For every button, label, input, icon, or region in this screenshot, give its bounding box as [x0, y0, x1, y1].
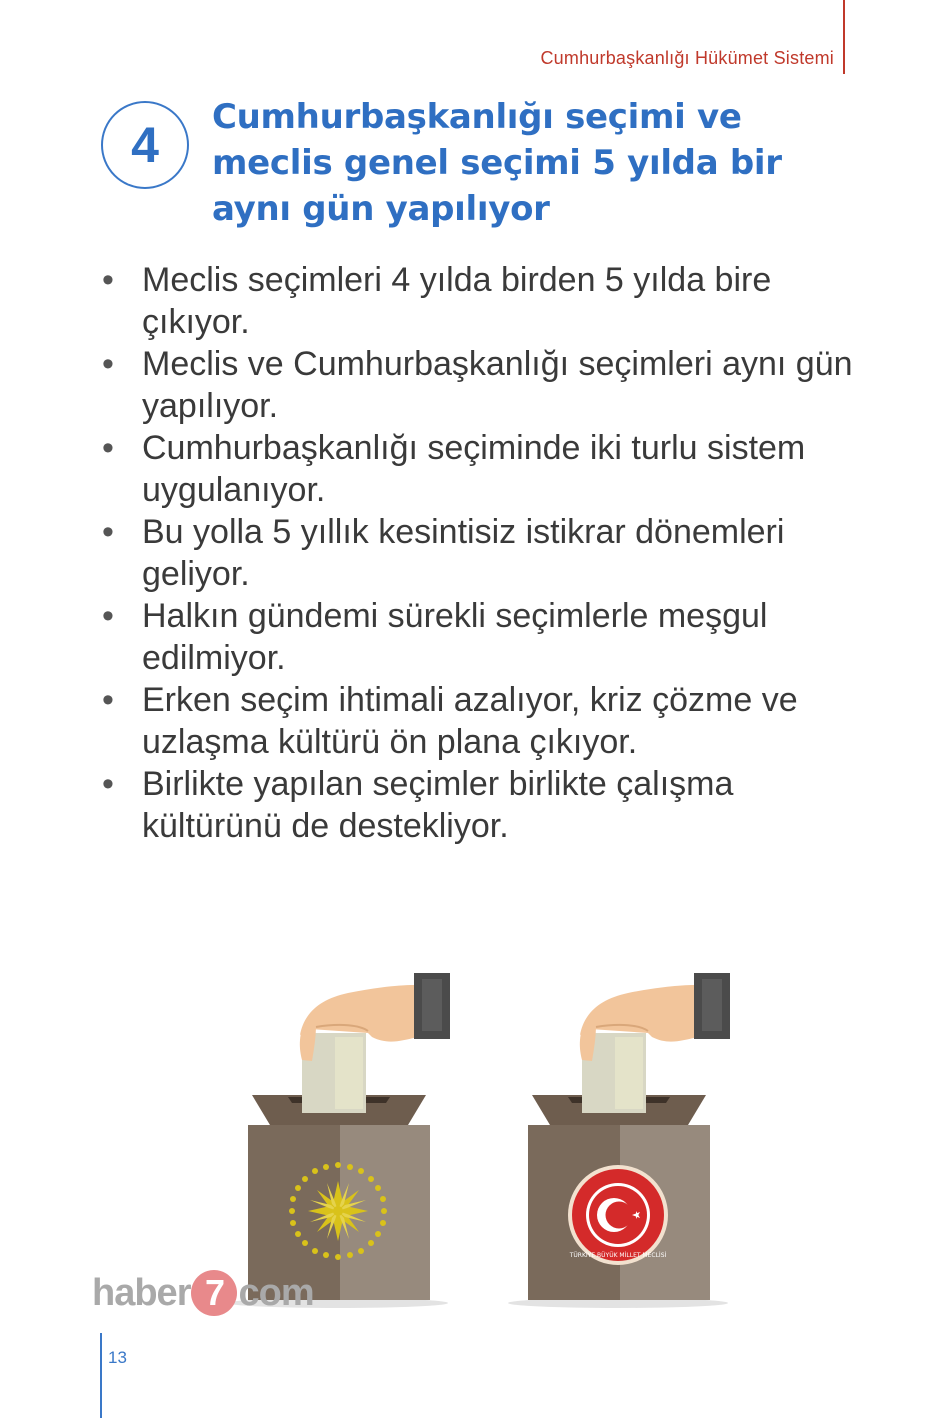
bullet-dot: •: [102, 681, 114, 719]
bullet-dot: •: [102, 765, 114, 803]
page-number: 13: [108, 1348, 127, 1367]
section-number-badge: 4: [101, 101, 189, 189]
bullet-dot: •: [102, 261, 114, 299]
bullet-dot: •: [102, 513, 114, 551]
bullet-list: [98, 259, 858, 847]
list-item: • Erken seçim ihtimali azalıyor, kriz çözme ve uzlaşma kültürü ön plana çıkıyor.: [98, 679, 858, 763]
tbmm-emblem-icon: [568, 1165, 668, 1265]
list-item: • Bu yolla 5 yıllık kesintisiz istikrar dönemleri geliyor.: [98, 511, 858, 595]
emblem-text: TÜRKİYE BÜYÜK MİLLET MECLİSİ: [569, 1252, 667, 1259]
section-title: Cumhurbaşkanlığı seçimi ve meclis genel seçimi 5 yılda bir aynı gün yapılıyor: [212, 97, 782, 229]
list-item: • Cumhurbaşkanlığı seçiminde iki turlu sistem uygulanıyor.: [98, 427, 858, 511]
ballot-boxes-illustration: [220, 965, 780, 1315]
list-item: • Meclis ve Cumhurbaşkanlığı seçimleri aynı gün yapılıyor.: [98, 343, 858, 427]
bullet-dot: •: [102, 345, 114, 383]
bullet-dot: •: [102, 597, 114, 635]
list-item: • Meclis seçimleri 4 yılda birden 5 yılda bire çıkıyor.: [98, 259, 858, 343]
ballot-box-right: [528, 973, 730, 1300]
ballot-box-left: [248, 973, 450, 1300]
list-item: • Halkın gündemi sürekli seçimlerle meşgul edilmiyor.: [98, 595, 858, 679]
header-rule: [843, 0, 845, 74]
running-header: Cumhurbaşkanlığı Hükümet Sistemi: [540, 48, 834, 68]
bullet-dot: •: [102, 429, 114, 467]
list-item: • Birlikte yapılan seçimler birlikte çalışma kültürünü de destekliyor.: [98, 763, 858, 847]
watermark-logo: haber 7 com: [92, 1270, 314, 1316]
footer-rule: [100, 1333, 102, 1418]
